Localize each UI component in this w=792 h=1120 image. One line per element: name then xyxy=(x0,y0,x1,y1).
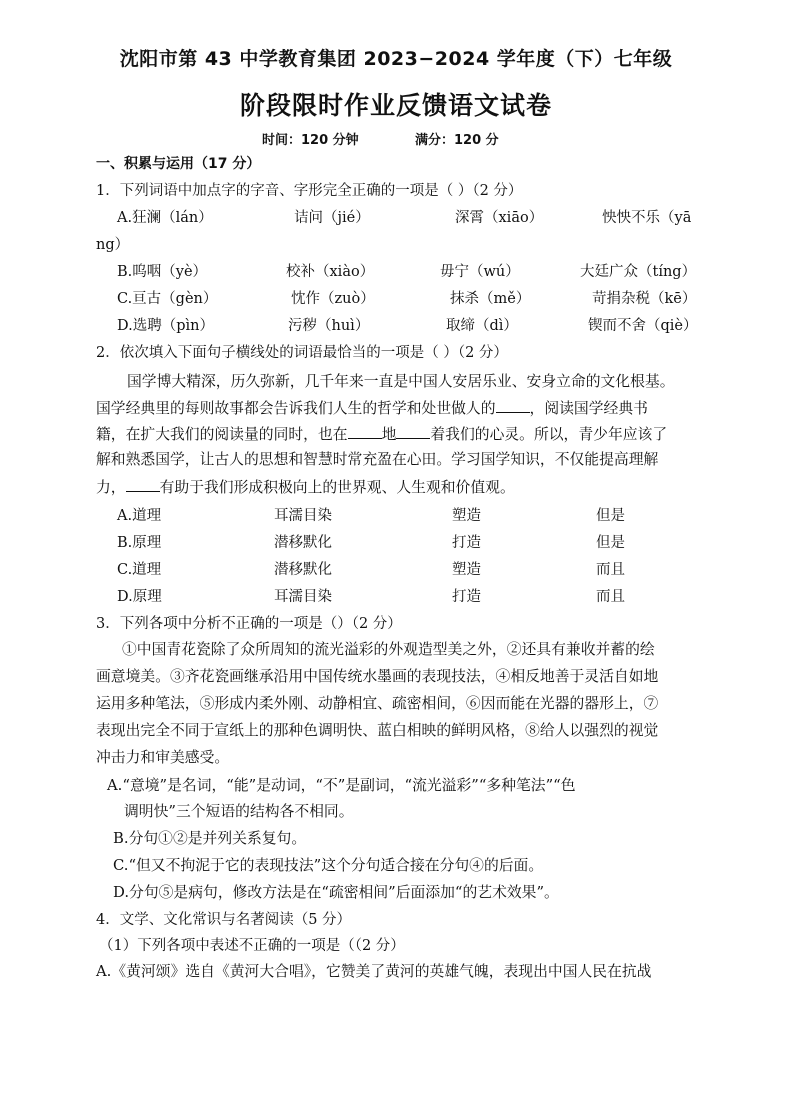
q3-passage-line4: 表现出完全不同于宣纸上的那种色调明快、蓝白相映的鲜明风格，⑧给人以强烈的视觉 xyxy=(96,722,659,739)
q1-stem: 1．下列词语中加点字的字音、字形完全正确的一项是（ ）（2 分） xyxy=(96,183,523,199)
q2-passage-line2: 国学经典里的每则故事都会告诉我们人生的哲学和处世做人的 ，阅读国学经典书 xyxy=(96,400,648,417)
q1-option-c-1: C.亘古（gèn） xyxy=(117,291,218,307)
q2-passage-line5: 力， 有助于我们形成积极向上的世界观、人生观和价值观。 xyxy=(96,479,515,496)
q1-option-b-3: 毋宁（wú） xyxy=(440,264,520,280)
q1-option-d-2: 污秽（huì） xyxy=(288,318,370,334)
q2-option-d-3: 打造 xyxy=(452,589,481,605)
q1-option-c-3: 抹杀（mě） xyxy=(450,291,531,307)
q2-option-d-1: D.原理 xyxy=(117,589,162,605)
q2-option-b-4: 但是 xyxy=(596,535,625,551)
fill-blank-3[interactable] xyxy=(396,424,430,439)
q1-option-c-2: 忱作（zuò） xyxy=(291,291,375,307)
exam-title-line1: 沈阳市第 43 中学教育集团 2023−2024 学年度（下）七年级 xyxy=(119,48,673,70)
q2-option-c-1: C.道理 xyxy=(117,562,162,578)
q1-option-a-4: 怏怏不乐（yā xyxy=(602,210,692,226)
q2-option-d-4: 而且 xyxy=(596,589,625,605)
q4-stem: 4．文学、文化常识与名著阅读（5 分） xyxy=(96,912,352,928)
q3-option-b: B.分句①②是并列关系复句。 xyxy=(113,830,307,847)
q1-option-b-1: B.呜咽（yè） xyxy=(117,264,208,280)
q2-option-a-2: 耳濡目染 xyxy=(274,508,332,524)
q1-option-c-4: 苛捐杂税（kē） xyxy=(592,291,697,307)
q2-option-b-3: 打造 xyxy=(452,535,481,551)
q2-passage-line3: 籍，在扩大我们的阅读量的同时，也在 地 着我们的心灵。所以，青少年应该了 xyxy=(96,426,668,443)
q1-option-b-4: 大廷广众（tíng） xyxy=(580,264,697,280)
q2-option-d-2: 耳濡目染 xyxy=(274,589,332,605)
fill-blank-2[interactable] xyxy=(348,424,382,439)
q2-option-a-3: 塑造 xyxy=(452,508,481,524)
q2-passage-line4: 解和熟悉国学，让古人的思想和智慧时常充盈在心田。学习国学知识，不仅能提高理解 xyxy=(96,451,659,468)
q3-passage-line2: 画意境美。③齐花瓷画继承沿用中国传统水墨画的表现技法，④相反地善于灵活自如地 xyxy=(96,668,659,685)
q3-option-a-line2: 调明快”三个短语的结构各不相同。 xyxy=(124,803,354,820)
q3-passage-line3: 运用多种笔法，⑤形成内柔外刚、动静相宜、疏密相间，⑥因而能在光器的器形上，⑦ xyxy=(96,695,659,712)
q1-option-d-4: 锲而不舍（qiè） xyxy=(588,318,698,334)
q3-option-d: D.分句⑤是病句，修改方法是在“疏密相间”后面添加“的艺术效果”。 xyxy=(113,884,559,901)
q1-option-a-2: 诘问（jié） xyxy=(294,210,370,226)
q2-option-b-1: B.原理 xyxy=(117,535,162,551)
exam-score: 满分：120 分 xyxy=(415,133,499,148)
fill-blank-1[interactable] xyxy=(496,398,530,413)
q4-sub1-option-a: A.《黄河颂》选自《黄河大合唱》，它赞美了黄河的英雄气魄，表现出中国人民在抗战 xyxy=(96,963,652,980)
q1-option-a-3: 深霄（xiāo） xyxy=(455,210,544,226)
q2-passage-line1: 国学博大精深，历久弥新，几千年来一直是中国人安居乐业、安身立命的文化根基。 xyxy=(127,373,675,390)
q1-option-a-1: A.狂澜（lán） xyxy=(117,210,213,226)
exam-time: 时间：120 分钟 xyxy=(262,133,359,148)
q1-option-a-wrap: ng） xyxy=(96,237,130,253)
section-heading: 一、积累与运用（17 分） xyxy=(96,156,261,172)
q1-option-b-2: 校补（xiào） xyxy=(286,264,375,280)
q4-sub1-stem: （1）下列各项中表述不正确的一项是（（2 分） xyxy=(99,938,405,954)
q2-option-a-4: 但是 xyxy=(596,508,625,524)
q3-stem: 3．下列各项中分析不正确的一项是（）（2 分） xyxy=(96,616,402,632)
q2-option-b-2: 潜移默化 xyxy=(274,535,332,551)
q3-passage-line5: 冲击力和审美感受。 xyxy=(96,749,230,766)
q1-option-d-1: D.选聘（pìn） xyxy=(117,318,214,334)
q2-option-c-4: 而且 xyxy=(596,562,625,578)
q2-option-a-1: A.道理 xyxy=(117,508,162,524)
q2-option-c-3: 塑造 xyxy=(452,562,481,578)
exam-title-line2: 阶段限时作业反馈语文试卷 xyxy=(239,91,552,120)
q2-option-c-2: 潜移默化 xyxy=(274,562,332,578)
fill-blank-4[interactable] xyxy=(126,477,160,492)
q3-option-a-line1: A.“意境”是名词，“能”是动词，“不”是副词，“流光溢彩”“多种笔法”“色 xyxy=(107,777,576,794)
q2-stem: 2．依次填入下面句子横线处的词语最恰当的一项是（ ）（2 分） xyxy=(96,345,508,361)
q3-option-c: C.“但又不拘泥于它的表现技法”这个分句适合接在分句④的后面。 xyxy=(113,857,544,874)
q3-passage-line1: ①中国青花瓷除了众所周知的流光溢彩的外观造型美之外，②还具有兼收并蓄的绘 xyxy=(122,641,655,658)
q1-option-d-3: 取缔（dì） xyxy=(446,318,518,334)
